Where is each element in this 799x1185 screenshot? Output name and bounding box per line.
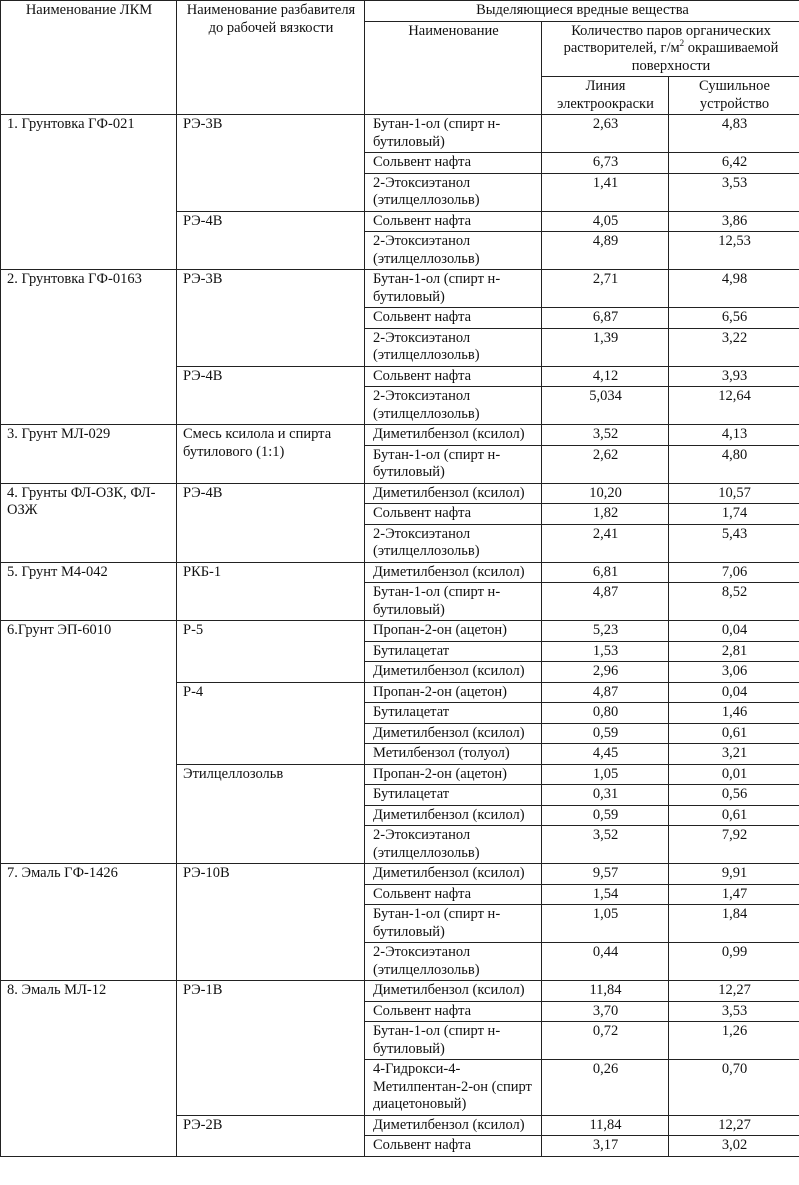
cell-line-value: 1,53 (542, 641, 669, 662)
cell-line-value: 6,81 (542, 562, 669, 583)
cell-substance: Диметилбензол (ксилол) (365, 723, 542, 744)
header-substance-name: Наименование (365, 21, 542, 115)
cell-substance: Сольвент нафта (365, 1001, 542, 1022)
cell-substance: 2-Этоксиэтанол (этилцеллозольв) (365, 524, 542, 562)
cell-line-value: 0,44 (542, 943, 669, 981)
cell-substance: Бутан-1-ол (спирт н-бутиловый) (365, 905, 542, 943)
header-quantity-tail: окрашиваемой поверхности (631, 40, 779, 74)
cell-line-value: 4,12 (542, 366, 669, 387)
header-row-1 (1, 1, 799, 22)
header-lkm: Наименование ЛКМ (1, 1, 177, 115)
table-row (1, 270, 799, 308)
cell-lkm: 6.Грунт ЭП-6010 (1, 621, 177, 864)
header-solvent: Наименование разбавителя до рабочей вязкости (177, 1, 365, 115)
cell-lkm: 2. Грунтовка ГФ-0163 (1, 270, 177, 425)
cell-line-value: 2,71 (542, 270, 669, 308)
cell-dryer-value: 0,04 (669, 621, 799, 642)
cell-dryer-value: 1,46 (669, 703, 799, 724)
cell-lkm: 7. Эмаль ГФ-1426 (1, 864, 177, 981)
cell-solvent: РЭ-10В (177, 864, 365, 981)
cell-substance: Диметилбензол (ксилол) (365, 981, 542, 1002)
cell-substance: Бутилацетат (365, 703, 542, 724)
cell-lkm: 4. Грунты ФЛ-ОЗК, ФЛ-ОЗЖ (1, 483, 177, 562)
cell-dryer-value: 4,80 (669, 445, 799, 483)
cell-dryer-value: 1,26 (669, 1022, 799, 1060)
header-dryer: Сушильное устройство (669, 77, 799, 115)
cell-substance: Сольвент нафта (365, 153, 542, 174)
cell-dryer-value: 3,02 (669, 1136, 799, 1157)
cell-line-value: 10,20 (542, 483, 669, 504)
cell-dryer-value: 1,74 (669, 504, 799, 525)
cell-substance: Сольвент нафта (365, 211, 542, 232)
cell-lkm: 1. Грунтовка ГФ-021 (1, 115, 177, 270)
cell-line-value: 1,54 (542, 884, 669, 905)
cell-line-value: 11,84 (542, 981, 669, 1002)
cell-substance: Бутан-1-ол (спирт н-бутиловый) (365, 1022, 542, 1060)
cell-substance: Сольвент нафта (365, 308, 542, 329)
cell-line-value: 0,72 (542, 1022, 669, 1060)
header-quantity-sup: 2 (679, 38, 685, 49)
cell-substance: Диметилбензол (ксилол) (365, 483, 542, 504)
cell-solvent: РЭ-4В (177, 211, 365, 270)
cell-substance: Бутан-1-ол (спирт н-бутиловый) (365, 115, 542, 153)
header-quantity-main: Количество паров органических растворителей, г/м (563, 22, 771, 56)
cell-dryer-value: 10,57 (669, 483, 799, 504)
cell-substance: Диметилбензол (ксилол) (365, 864, 542, 885)
cell-substance: Метилбензол (толуол) (365, 744, 542, 765)
cell-substance: Диметилбензол (ксилол) (365, 1115, 542, 1136)
cell-substance: 2-Этоксиэтанол (этилцеллозольв) (365, 328, 542, 366)
cell-substance: 2-Этоксиэтанол (этилцеллозольв) (365, 826, 542, 864)
cell-dryer-value: 0,01 (669, 764, 799, 785)
cell-substance: Бутан-1-ол (спирт н-бутиловый) (365, 445, 542, 483)
cell-substance: Бутан-1-ол (спирт н-бутиловый) (365, 270, 542, 308)
table-body (1, 115, 799, 1157)
cell-dryer-value: 5,43 (669, 524, 799, 562)
cell-lkm: 5. Грунт М4-042 (1, 562, 177, 621)
cell-substance: Бутилацетат (365, 641, 542, 662)
cell-solvent: РЭ-3В (177, 270, 365, 367)
cell-line-value: 0,31 (542, 785, 669, 806)
cell-line-value: 0,80 (542, 703, 669, 724)
cell-line-value: 3,70 (542, 1001, 669, 1022)
cell-dryer-value: 3,93 (669, 366, 799, 387)
cell-dryer-value: 2,81 (669, 641, 799, 662)
cell-lkm: 8. Эмаль МЛ-12 (1, 981, 177, 1157)
cell-line-value: 0,59 (542, 723, 669, 744)
cell-line-value: 3,52 (542, 826, 669, 864)
cell-substance: Диметилбензол (ксилол) (365, 562, 542, 583)
cell-dryer-value: 6,42 (669, 153, 799, 174)
cell-dryer-value: 4,98 (669, 270, 799, 308)
table-row (1, 562, 799, 583)
cell-dryer-value: 12,27 (669, 1115, 799, 1136)
cell-dryer-value: 0,61 (669, 805, 799, 826)
cell-line-value: 0,26 (542, 1060, 669, 1116)
cell-substance: 2-Этоксиэтанол (этилцеллозольв) (365, 173, 542, 211)
header-quantity (542, 21, 799, 77)
cell-substance: Пропан-2-он (ацетон) (365, 621, 542, 642)
table-row (1, 483, 799, 504)
cell-solvent: Этилцеллозольв (177, 764, 365, 864)
cell-dryer-value: 8,52 (669, 583, 799, 621)
cell-line-value: 2,62 (542, 445, 669, 483)
cell-dryer-value: 0,04 (669, 682, 799, 703)
cell-line-value: 6,73 (542, 153, 669, 174)
cell-line-value: 1,39 (542, 328, 669, 366)
cell-dryer-value: 0,61 (669, 723, 799, 744)
cell-line-value: 4,45 (542, 744, 669, 765)
cell-substance: 2-Этоксиэтанол (этилцеллозольв) (365, 387, 542, 425)
cell-dryer-value: 12,53 (669, 232, 799, 270)
cell-substance: Сольвент нафта (365, 366, 542, 387)
cell-line-value: 5,034 (542, 387, 669, 425)
cell-solvent: Р-5 (177, 621, 365, 683)
cell-line-value: 2,96 (542, 662, 669, 683)
cell-dryer-value: 4,13 (669, 425, 799, 446)
table-row (1, 981, 799, 1002)
header-substances: Выделяющиеся вредные вещества (365, 1, 799, 22)
cell-dryer-value: 0,56 (669, 785, 799, 806)
cell-line-value: 1,05 (542, 764, 669, 785)
cell-dryer-value: 3,86 (669, 211, 799, 232)
cell-substance: Сольвент нафта (365, 884, 542, 905)
cell-solvent: РЭ-4В (177, 483, 365, 562)
cell-solvent: РЭ-4В (177, 366, 365, 425)
cell-line-value: 3,52 (542, 425, 669, 446)
cell-dryer-value: 12,27 (669, 981, 799, 1002)
cell-substance: Сольвент нафта (365, 504, 542, 525)
cell-line-value: 1,05 (542, 905, 669, 943)
cell-dryer-value: 3,21 (669, 744, 799, 765)
cell-dryer-value: 3,22 (669, 328, 799, 366)
cell-dryer-value: 7,06 (669, 562, 799, 583)
header-line: Линия электроокраски (542, 77, 669, 115)
cell-line-value: 1,82 (542, 504, 669, 525)
cell-dryer-value: 4,83 (669, 115, 799, 153)
cell-lkm: 3. Грунт МЛ-029 (1, 425, 177, 484)
cell-dryer-value: 3,53 (669, 173, 799, 211)
cell-line-value: 6,87 (542, 308, 669, 329)
cell-line-value: 4,87 (542, 682, 669, 703)
cell-dryer-value: 3,06 (669, 662, 799, 683)
cell-substance: 4-Гидрокси-4-Метилпентан-2-он (спирт диацетоновый) (365, 1060, 542, 1116)
table-row (1, 115, 799, 153)
cell-line-value: 4,05 (542, 211, 669, 232)
cell-substance: Сольвент нафта (365, 1136, 542, 1157)
cell-dryer-value: 1,47 (669, 884, 799, 905)
cell-line-value: 5,23 (542, 621, 669, 642)
cell-line-value: 0,59 (542, 805, 669, 826)
cell-line-value: 2,41 (542, 524, 669, 562)
cell-dryer-value: 9,91 (669, 864, 799, 885)
table-row (1, 864, 799, 885)
cell-dryer-value: 7,92 (669, 826, 799, 864)
cell-solvent: РЭ-3В (177, 115, 365, 212)
cell-substance: Бутан-1-ол (спирт н-бутиловый) (365, 583, 542, 621)
cell-substance: 2-Этоксиэтанол (этилцеллозольв) (365, 232, 542, 270)
cell-line-value: 4,87 (542, 583, 669, 621)
cell-dryer-value: 1,84 (669, 905, 799, 943)
cell-line-value: 2,63 (542, 115, 669, 153)
cell-dryer-value: 0,99 (669, 943, 799, 981)
cell-substance: Диметилбензол (ксилол) (365, 805, 542, 826)
cell-dryer-value: 6,56 (669, 308, 799, 329)
cell-solvent: РЭ-2В (177, 1115, 365, 1156)
cell-substance: Бутилацетат (365, 785, 542, 806)
cell-line-value: 11,84 (542, 1115, 669, 1136)
table-row (1, 425, 799, 446)
cell-substance: 2-Этоксиэтанол (этилцеллозольв) (365, 943, 542, 981)
cell-dryer-value: 12,64 (669, 387, 799, 425)
cell-substance: Пропан-2-он (ацетон) (365, 682, 542, 703)
cell-line-value: 3,17 (542, 1136, 669, 1157)
cell-line-value: 1,41 (542, 173, 669, 211)
cell-solvent: Р-4 (177, 682, 365, 764)
cell-substance: Диметилбензол (ксилол) (365, 662, 542, 683)
cell-substance: Диметилбензол (ксилол) (365, 425, 542, 446)
cell-solvent: РКБ-1 (177, 562, 365, 621)
cell-dryer-value: 3,53 (669, 1001, 799, 1022)
cell-line-value: 4,89 (542, 232, 669, 270)
cell-dryer-value: 0,70 (669, 1060, 799, 1116)
cell-substance: Пропан-2-он (ацетон) (365, 764, 542, 785)
cell-solvent: Смесь ксилола и спирта бутилового (1:1) (177, 425, 365, 484)
cell-line-value: 9,57 (542, 864, 669, 885)
cell-solvent: РЭ-1В (177, 981, 365, 1116)
table-row (1, 621, 799, 642)
